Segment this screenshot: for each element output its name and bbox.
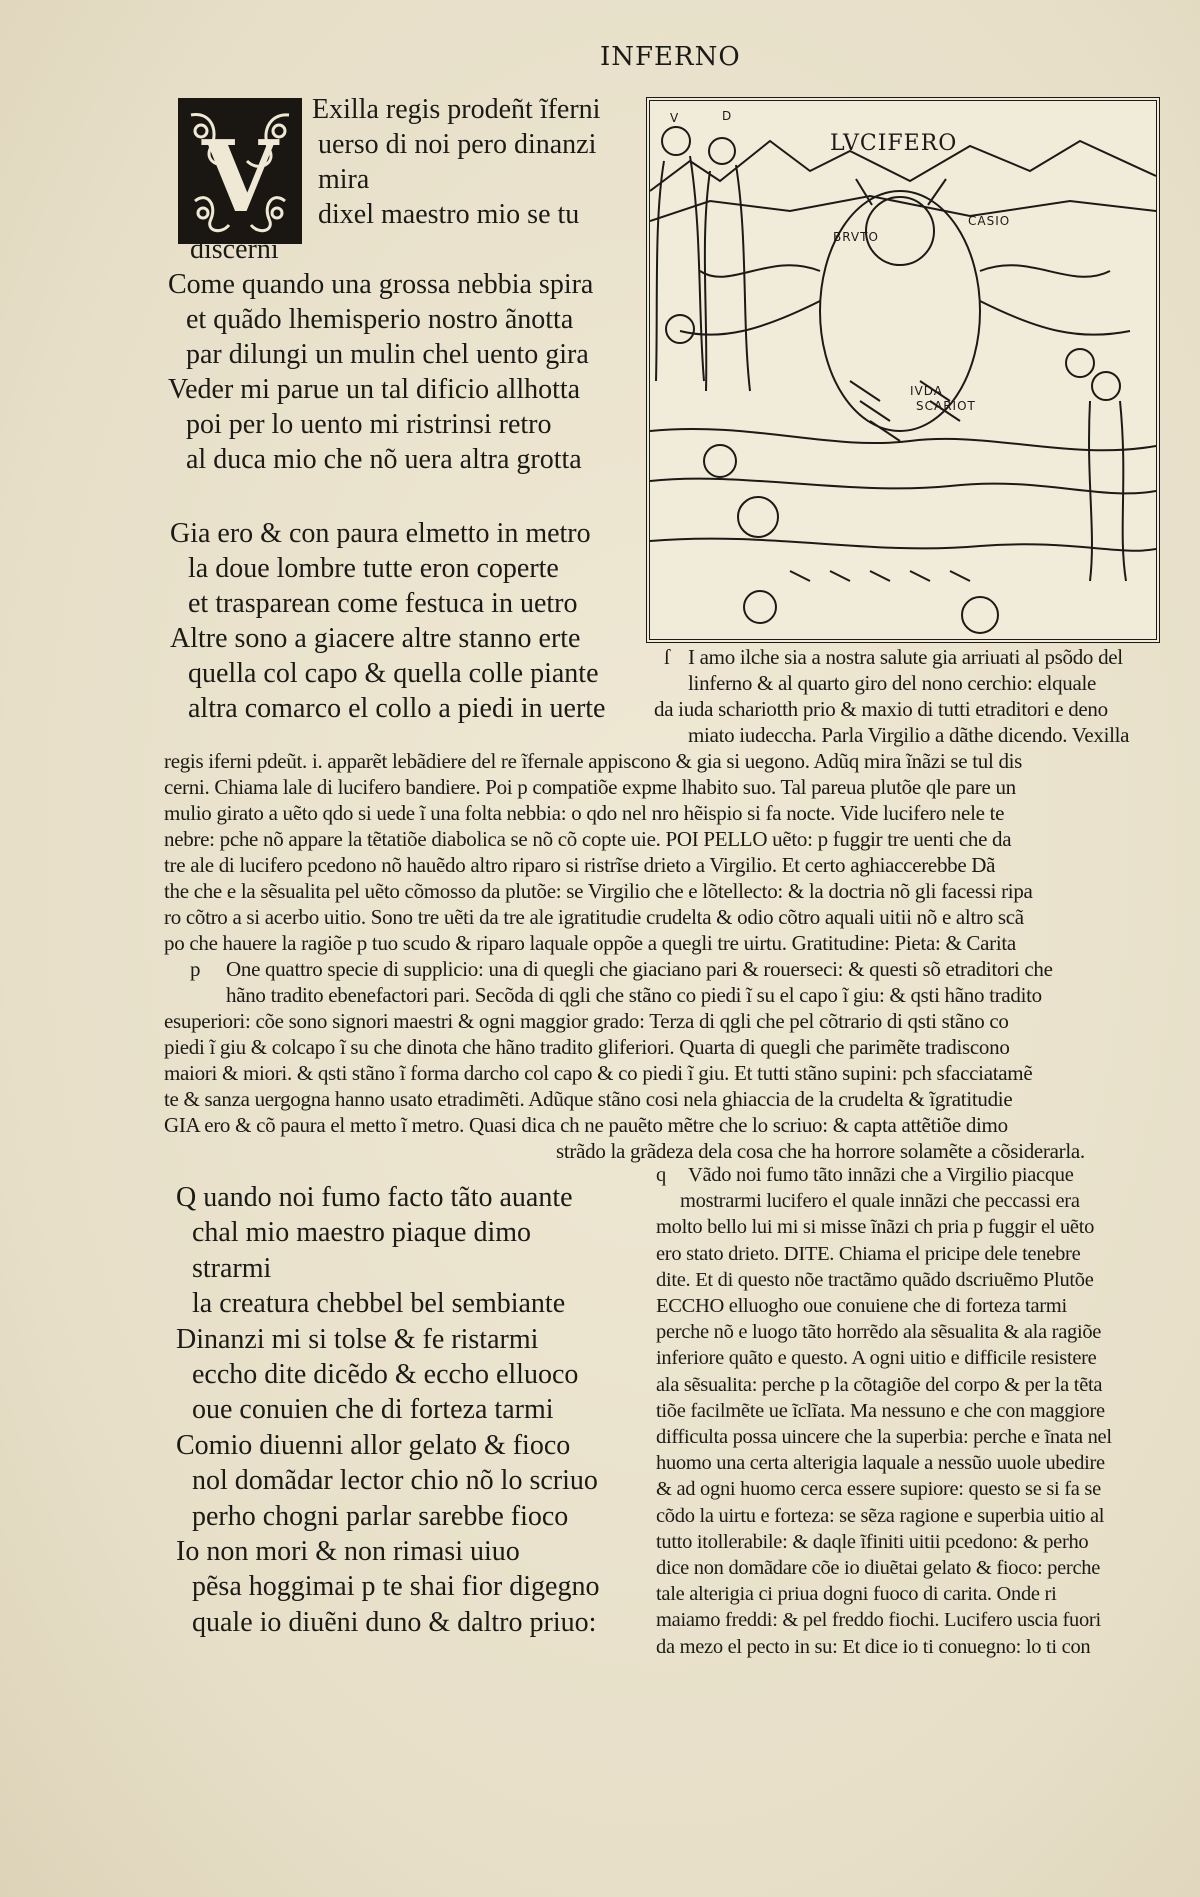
commentary-line: da mezo el pecto in su: Et dice io ti conuegno: lo ti con [656, 1635, 1091, 1658]
commentary-line: te & sanza uergogna hanno usato etradimẽti. Adũque stãno cosi nela ghiaccia de la crudelta & ĩgratitudie [164, 1087, 1013, 1111]
commentary-line: piedi ĩ giu & colcapo ĩ su che dinota che hãno tradito gliferiori. Quarta di quegli che parimẽte tradiscono [164, 1035, 1010, 1059]
commentary-line: ala sẽsualita: perche p la cõtagiõe del corpo & per la tẽta [656, 1373, 1103, 1396]
commentary-text: One quattro specie di supplicio: una di quegli che giaciano pari & rouerseci: & questi sõ etraditori che [226, 957, 1053, 981]
woodcut-label-d: D [722, 109, 733, 123]
commentary-line: strãdo la grãdeza dela cosa che ha horrore solamẽte a cõsiderarla. [556, 1139, 1085, 1163]
commentary-line: tiõe facilmẽte ue ĩclĩata. Ma nessuno e che con maggiore [656, 1399, 1105, 1422]
drop-mark: q [656, 1164, 666, 1186]
verse-line: pẽsa hoggimai p te shai fior digegno [192, 1571, 600, 1603]
commentary-line: maiori & miori. & qsti stãno ĩ forma darcho col capo & co piedi ĩ giu. Et tutti stãno supini: pch sfacciatamẽ [164, 1061, 1033, 1085]
commentary-line: tutto itollerabile: & daqle ĩfiniti uitii pcedono: & perho [656, 1530, 1089, 1553]
commentary-line: perche nõ e luogo tãto horrẽdo ala sẽsualita & ala ragiõe [656, 1321, 1102, 1344]
woodcut-title: LVCIFERO [830, 131, 958, 156]
verse-line: Q uando noi fumo facto tãto auante [176, 1182, 573, 1213]
commentary-line: po che hauere la ragiõe p tuo scudo & riparo laquale oppõe a quegli tre uirtu. Gratitudine: Pieta: & Carita [164, 931, 1016, 955]
commentary-line [164, 956, 1174, 982]
commentary-line [164, 644, 1174, 670]
commentary-line: esuperiori: cõe sono signori maestri & ogni maggior grado: Terza di qgli che pel cõtrario di qsti stãno co [164, 1009, 1009, 1033]
verse-line: Gia ero & con paura elmetto in metro [170, 518, 591, 549]
commentary-top [164, 644, 1174, 1164]
commentary-line: tale alterigia ci priua dogni fuoco di carita. Onde ri [656, 1583, 1057, 1606]
verse-bottom [176, 1180, 646, 1640]
verse-line: Dinanzi mi si tolse & fe ristarmi [176, 1323, 539, 1355]
commentary-line: tre ale di lucifero pcedono nõ hauẽdo altro riparo si ristrĩse drieto a Virgilio. Et certo aghiaccerebbe Dã [164, 853, 996, 877]
woodcut-label-iuda: IVDA [910, 384, 943, 398]
verse-line: dixel maestro mio se tu [318, 199, 580, 230]
commentary-line: regis iferni pdeũt. i. apparẽt lebãdiere del re ĩfernale appiscono & gia si uegono. Adũq mira ĩnãzi se tul dis [164, 749, 1023, 773]
verse-line: quella col capo & quella colle piante [188, 658, 599, 689]
verse-line: chal mio maestro piaque dimo [192, 1217, 532, 1249]
commentary-line [656, 1162, 1176, 1188]
commentary-line: inferiore quãto e questo. A ogni uitio e difficile resistere [656, 1347, 1097, 1370]
verse-line: al duca mio che nõ uera altra grotta [186, 444, 582, 475]
commentary-line: cerni. Chiama lale di lucifero bandiere. Poi p compatiõe expme lhabito suo. Tal pareua plutõe qle pare un [164, 775, 1016, 799]
commentary-line: cõdo la uirtu e forteza: se sẽza ragione e superbia uitio al [656, 1504, 1105, 1527]
lucifer-illustration [650, 101, 1156, 639]
verse-line: mira [318, 164, 370, 195]
woodcut-label-scariot: SCARIOT [916, 399, 976, 413]
verse-line: nol domãdar lector chio nõ lo scriuo [192, 1465, 598, 1497]
commentary-line: difficulta possa uincere che la superbia: perche e ĩnata nel [656, 1426, 1112, 1449]
commentary-line: & ad ogni huomo cerca essere supiore: questo se si fa se [656, 1478, 1101, 1501]
woodcut-label-bruto: BRVTO [833, 230, 879, 244]
commentary-line: hãno tradito ebenefactori pari. Secõda di qgli che stãno co piedi ĩ su el capo ĩ giu: & qsti hãno tradito [226, 983, 1042, 1007]
verse-line: poi per lo uento mi ristrinsi retro [186, 409, 552, 440]
woodcut-label-casio: CASIO [968, 214, 1011, 228]
commentary-line: nebre: pche nõ appare la tẽtatiõe diabolica se nõ cõ copte uie. POI PELLO uẽto: p fuggir tre uenti che da [164, 827, 1012, 851]
commentary-line: linferno & al quarto giro del nono cerchio: elquale [688, 671, 1097, 695]
verse-line: discerni [190, 234, 279, 265]
commentary-line: miato iudeccha. Parla Virgilio a dãthe dicendo. Vexilla [688, 723, 1130, 747]
verse-line: oue conuien che di forteza tarmi [192, 1394, 554, 1426]
commentary-text: Vãdo noi fumo tãto innãzi che a Virgilio piacque [688, 1164, 1074, 1186]
verse-line: par dilungi un mulin chel uento gira [186, 339, 589, 370]
verse-line: Veder mi parue un tal dificio allhotta [168, 374, 581, 405]
commentary-line: ero stato drieto. DITE. Chiama el pricipe dele tenebre [656, 1242, 1081, 1265]
commentary-line: mostrarmi lucifero el quale innãzi che peccassi era [680, 1190, 1080, 1213]
pilcrow-mark: ſ [664, 645, 670, 669]
verse-line: perho chogni parlar sarebbe fioco [192, 1500, 569, 1532]
verse-line: eccho dite dicẽdo & eccho elluoco [192, 1359, 579, 1391]
verse-line: Altre sono a giacere altre stanno erte [170, 623, 581, 654]
verse-line: Comio diuenni allor gelato & fioco [176, 1429, 571, 1461]
verse-line: la doue lombre tutte eron coperte [188, 553, 559, 584]
commentary-line: molto bello lui mi si misse ĩnãzi ch pria p fuggir el uẽto [656, 1216, 1095, 1239]
verse-line: Io non mori & non rimasi uiuo [176, 1536, 520, 1568]
commentary-text: I amo ilche sia a nostra salute gia arriuati al psõdo del [688, 645, 1123, 669]
verse-line: quale io diuẽni duno & daltro priuo: [192, 1606, 597, 1638]
drop-mark: p [190, 957, 201, 981]
commentary-bottom [656, 1162, 1176, 1660]
verse-top [168, 92, 638, 477]
verse-line: uerso di noi pero dinanzi [318, 129, 597, 160]
verse-line: la creatura chebbel bel sembiante [192, 1288, 566, 1320]
verse-line: altra comarco el collo a piedi in uerte [188, 693, 606, 724]
initial-letter: V [201, 120, 279, 235]
running-title: INFERNO [600, 42, 741, 72]
commentary-line: da iuda schariotth prio & maxio di tutti etraditori e deno [654, 697, 1108, 721]
verse-line: et quãdo lhemisperio nostro ãnotta [186, 304, 574, 335]
commentary-line: mulio girato a uẽto qdo si uede ĩ una folta nebbia: o qdo nel nro hẽispio si fa nocte. Vide lucifero nele te [164, 801, 1005, 825]
verse-line: Come quando una grossa nebbia spira [168, 269, 594, 300]
commentary-line: huomo una certa alterigia laquale a nessũo uuole ubedire [656, 1452, 1105, 1475]
woodcut-label-v: V [670, 111, 680, 125]
commentary-line: GIA ero & cõ paura el metto ĩ metro. Quasi dica ch ne pauẽto mẽtre che lo scriuo: & capta attẽtiõe dimo [164, 1113, 1008, 1137]
commentary-line: the che e la sẽsualita pel uẽto cõmosso da plutõe: se Virgilio che e lõtellecto: & la doctria nõ gli facessi ripa [164, 879, 1033, 903]
commentary-line: maiamo freddi: & pel freddo fiochi. Lucifero uscia fuori [656, 1609, 1101, 1632]
verse-line: et trasparean come festuca in uetro [188, 588, 578, 619]
commentary-line: ECCHO elluogho oue conuiene che di forteza tarmi [656, 1295, 1067, 1318]
commentary-line: ro cõtro a si acerbo uitio. Sono tre uẽti da tre ale igratitudie crudelta & odio cõtro aquali uitii nõ e altro scã [164, 905, 1024, 929]
verse-line: strarmi [192, 1252, 272, 1284]
lucifer-woodcut [646, 97, 1160, 643]
commentary-line: dice non domãdare cõe io diuẽtai gelato & fioco: perche [656, 1557, 1100, 1580]
verse-line: Exilla regis prodeñt ĩferni [312, 94, 601, 125]
commentary-line: dite. Et di questo nõe tractãmo quãdo dscriuẽmo Plutõe [656, 1268, 1094, 1291]
